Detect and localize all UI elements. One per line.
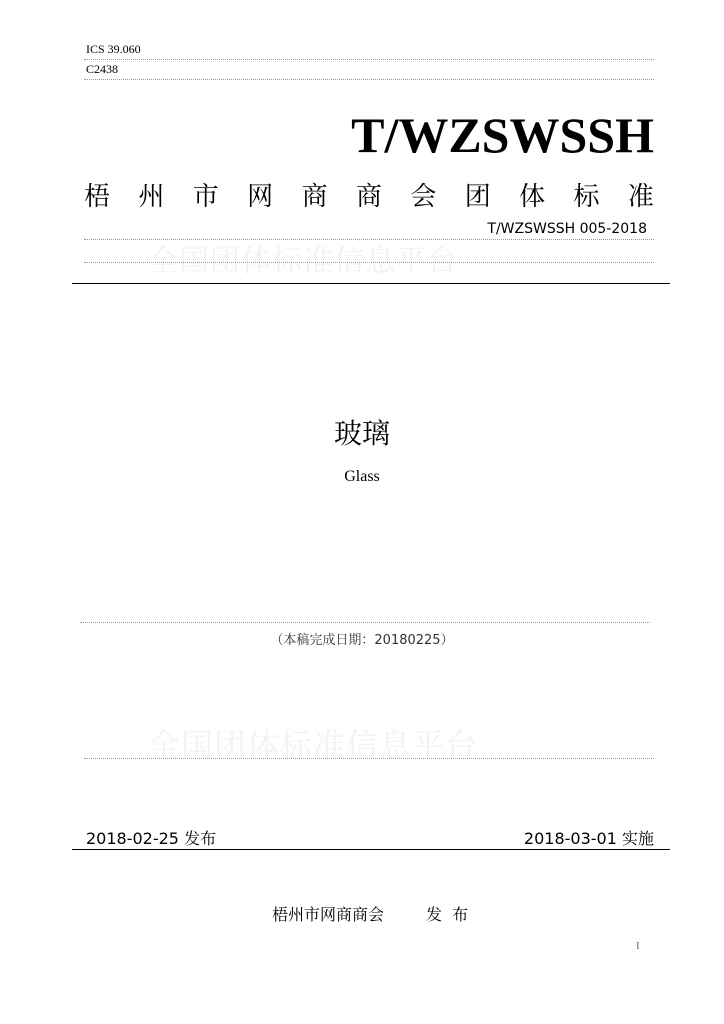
draft-divider: [80, 622, 650, 623]
title-char: 体: [519, 181, 546, 212]
implement-date: 2018-03-01 实施: [523, 829, 654, 848]
title-char: 梧: [84, 181, 111, 212]
header-divider-dotted: [84, 262, 654, 263]
ccs-divider: [84, 79, 654, 80]
issuer-name: 梧州市网商商会: [272, 905, 385, 924]
title-char: 团: [464, 181, 491, 212]
title-char: 市: [192, 181, 219, 212]
org-standard-title: [84, 176, 654, 212]
title-char: 会: [410, 181, 437, 212]
document-title-zh: 玻璃: [333, 417, 390, 450]
lower-divider: [84, 758, 654, 759]
ics-code: ICS 39.060: [86, 42, 141, 56]
title-char: 商: [301, 181, 328, 212]
footer-rule: [72, 849, 670, 850]
header-rule: [72, 283, 670, 284]
issuer-action: 发 布: [426, 905, 469, 924]
standard-brand: T/WZSWSSH: [351, 107, 654, 163]
ccs-code: C2438: [86, 62, 119, 76]
title-char: 商: [355, 181, 382, 212]
watermark-top: 全国团体标准信息平台: [148, 244, 458, 279]
title-char: 州: [138, 181, 165, 212]
page-number: I: [636, 940, 640, 952]
publish-date: 2018-02-25 发布: [86, 829, 217, 848]
ics-divider: [84, 59, 654, 60]
draft-completion-date: （本稿完成日期：20180225）: [270, 633, 454, 648]
document-title-en: Glass: [344, 468, 380, 485]
watermark-middle: 全国团体标准信息平台: [148, 726, 479, 764]
title-char: 网: [247, 181, 274, 212]
title-char: 准: [627, 181, 654, 212]
title-char: 标: [573, 181, 600, 212]
standard-number: T/WZSWSSH 005-2018: [487, 221, 647, 237]
